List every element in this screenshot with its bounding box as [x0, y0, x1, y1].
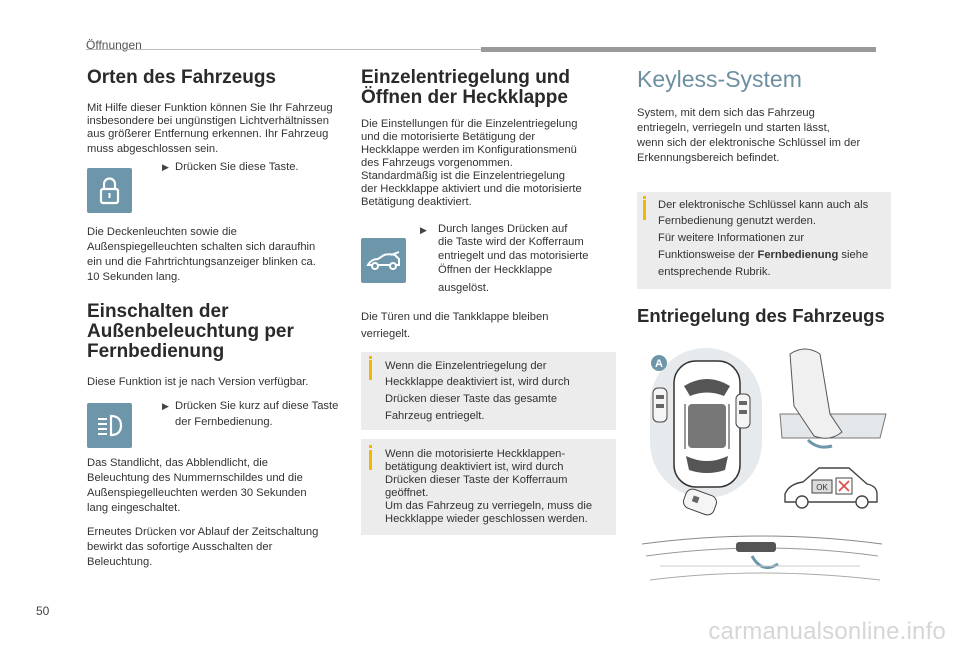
- text-line: Wenn die motorisierte Heckklappen-: [385, 448, 566, 460]
- tailgate-icon: [642, 536, 882, 580]
- text-line: Die Türen und die Tankklappe bleiben: [361, 311, 549, 323]
- text-run: Funktionsweise der: [658, 249, 758, 261]
- text-line: Der elektronische Schlüssel kann auch als: [658, 199, 869, 211]
- text-line: [658, 247, 883, 264]
- info-box-heckklappe: [361, 352, 616, 430]
- text-line: Wenn die Einzelentriegelung der: [385, 360, 547, 372]
- watermark: carmanualsonline.info: [708, 618, 946, 645]
- heading-aussenbeleuchtung: Fernbedienung: [87, 341, 225, 362]
- column-3: [637, 66, 891, 326]
- key-fob-icon: [736, 394, 750, 428]
- car-top-view-icon: [674, 361, 740, 487]
- page-number: 50: [36, 604, 50, 618]
- key-fob-icon: [653, 388, 667, 422]
- text-line: Drücken dieser Taste der Kofferraum: [385, 474, 568, 486]
- text-line: Beleuchtung des Nummernschildes und die: [87, 472, 303, 484]
- text-line: entsprechende Rubrik.: [658, 266, 771, 278]
- text-line: geöffnet.: [385, 487, 429, 499]
- step-text: Öffnen der Heckklappe: [438, 264, 553, 276]
- column-2: [361, 66, 616, 535]
- heading-aussenbeleuchtung: Außenbeleuchtung per: [87, 321, 294, 342]
- info-box-motorisiert: [361, 439, 616, 535]
- step-arrow-icon: ▶: [162, 401, 169, 411]
- text-line: verriegelt.: [361, 328, 411, 340]
- heading-keyless: Keyless-System: [637, 66, 802, 92]
- step-arrow-icon: ▶: [162, 162, 169, 172]
- trunk-icon: [361, 238, 406, 283]
- text-line: Außenspiegelleuchten schalten sich daraufhin: [87, 241, 316, 253]
- car-side-icon: [785, 468, 877, 508]
- header-bar: [481, 47, 876, 52]
- step-text: der Fernbedienung.: [175, 416, 273, 428]
- step-text: Durch langes Drücken auf: [438, 223, 568, 235]
- text-line: Fahrzeug entriegelt.: [385, 410, 485, 422]
- door-handle-icon: [780, 349, 886, 447]
- text-line: Mit Hilfe dieser Funktion können Sie Ihr Fahrzeug: [87, 102, 333, 114]
- text-line: Erkennungsbereich befindet.: [637, 152, 780, 164]
- text-line: der Heckklappe aktiviert und die motorisierte: [361, 183, 582, 195]
- text-line: Heckklappe wieder geschlossen werden.: [385, 513, 588, 525]
- headlight-icon: [87, 403, 132, 448]
- text-line: und die motorisierte Betätigung der: [361, 131, 536, 143]
- step-text: die Taste wird der Kofferraum: [438, 236, 584, 248]
- heading-einzelentriegelung: Einzelentriegelung und: [361, 67, 571, 88]
- text-line: betätigung deaktiviert ist, wird durch: [385, 461, 564, 473]
- heading-einzelentriegelung: Öffnen der Heckklappe: [361, 87, 568, 108]
- heading-orten: Orten des Fahrzeugs: [87, 67, 276, 88]
- ok-label: OK: [816, 483, 828, 492]
- text-line: lang eingeschaltet.: [87, 502, 181, 514]
- text-line: ein und die Fahrtrichtungsanzeiger blinken ca.: [87, 256, 316, 268]
- text-line: Diese Funktion ist je nach Version verfügbar.: [87, 376, 309, 388]
- info-bar: [369, 360, 372, 380]
- text-line: aus größerer Entfernung erkennen. Ihr Fahrzeug: [87, 128, 329, 140]
- step-text: entriegelt und das motorisierte: [438, 250, 589, 262]
- text-line: muss abgeschlossen sein.: [87, 143, 219, 155]
- info-icon: [369, 356, 372, 359]
- text-line: Heckklappe werden im Konfigurationsmenü: [361, 144, 577, 156]
- text-line: Die Deckenleuchten sowie die: [87, 226, 237, 238]
- heading-entriegelung: Entriegelung des Fahrzeugs: [637, 305, 885, 326]
- text-line: Das Standlicht, das Abblendlicht, die: [87, 457, 268, 469]
- text-line: Heckklappe deaktiviert ist, wird durch: [385, 376, 570, 388]
- step-text: Drücken Sie kurz auf diese Taste: [175, 400, 339, 412]
- info-box-keyless: [637, 192, 891, 289]
- keyless-illustration: [640, 344, 892, 609]
- text-line: Beleuchtung.: [87, 556, 153, 568]
- column-1: [87, 66, 342, 570]
- heading-aussenbeleuchtung: Einschalten der: [87, 301, 229, 322]
- text-line: des Fahrzeugs vorgenommen.: [361, 157, 513, 169]
- text-line: bewirkt das sofortige Ausschalten der: [87, 541, 273, 553]
- info-bar: [643, 200, 646, 220]
- text-bold: Fernbedienung: [757, 249, 839, 261]
- step-text: ausgelöst.: [438, 282, 489, 294]
- text-run: siehe: [838, 249, 869, 261]
- text-line: Drücken dieser Taste das gesamte: [385, 393, 558, 405]
- info-bar: [369, 450, 372, 470]
- info-icon: [369, 445, 372, 448]
- text-line: Um das Fahrzeug zu verriegeln, muss die: [385, 500, 593, 512]
- text-line: Erneutes Drücken vor Ablauf der Zeitschaltung: [87, 526, 319, 538]
- lock-icon: [87, 168, 132, 213]
- text-line: insbesondere bei ungünstigen Lichtverhältnissen: [87, 115, 329, 127]
- text-line: Für weitere Informationen zur: [658, 232, 805, 244]
- text-line: Standardmäßig ist die Einzelentriegelung: [361, 170, 565, 182]
- text-line: entriegeln, verriegeln und starten lässt,: [637, 122, 830, 134]
- text-line: Außenspiegelleuchten werden 30 Sekunden: [87, 487, 307, 499]
- header-rule: [86, 49, 481, 50]
- step-arrow-icon: ▶: [420, 225, 427, 235]
- step-trunk: [361, 222, 616, 302]
- step-lock: [87, 159, 342, 213]
- text-line: 10 Sekunden lang.: [87, 271, 181, 283]
- step-headlight: [87, 398, 342, 450]
- step-text: Drücken Sie diese Taste.: [175, 161, 299, 173]
- section-label: Öffnungen: [86, 38, 142, 52]
- info-icon: [643, 196, 646, 199]
- text-line: wenn sich der elektronische Schlüssel im der: [637, 137, 861, 149]
- text-line: Fernbedienung genutzt werden.: [658, 215, 816, 227]
- text-line: Betätigung deaktiviert.: [361, 196, 472, 208]
- text-line: System, mit dem sich das Fahrzeug: [637, 107, 815, 119]
- callout-a-label: A: [655, 358, 663, 370]
- text-line: Die Einstellungen für die Einzelentriegelung: [361, 118, 578, 130]
